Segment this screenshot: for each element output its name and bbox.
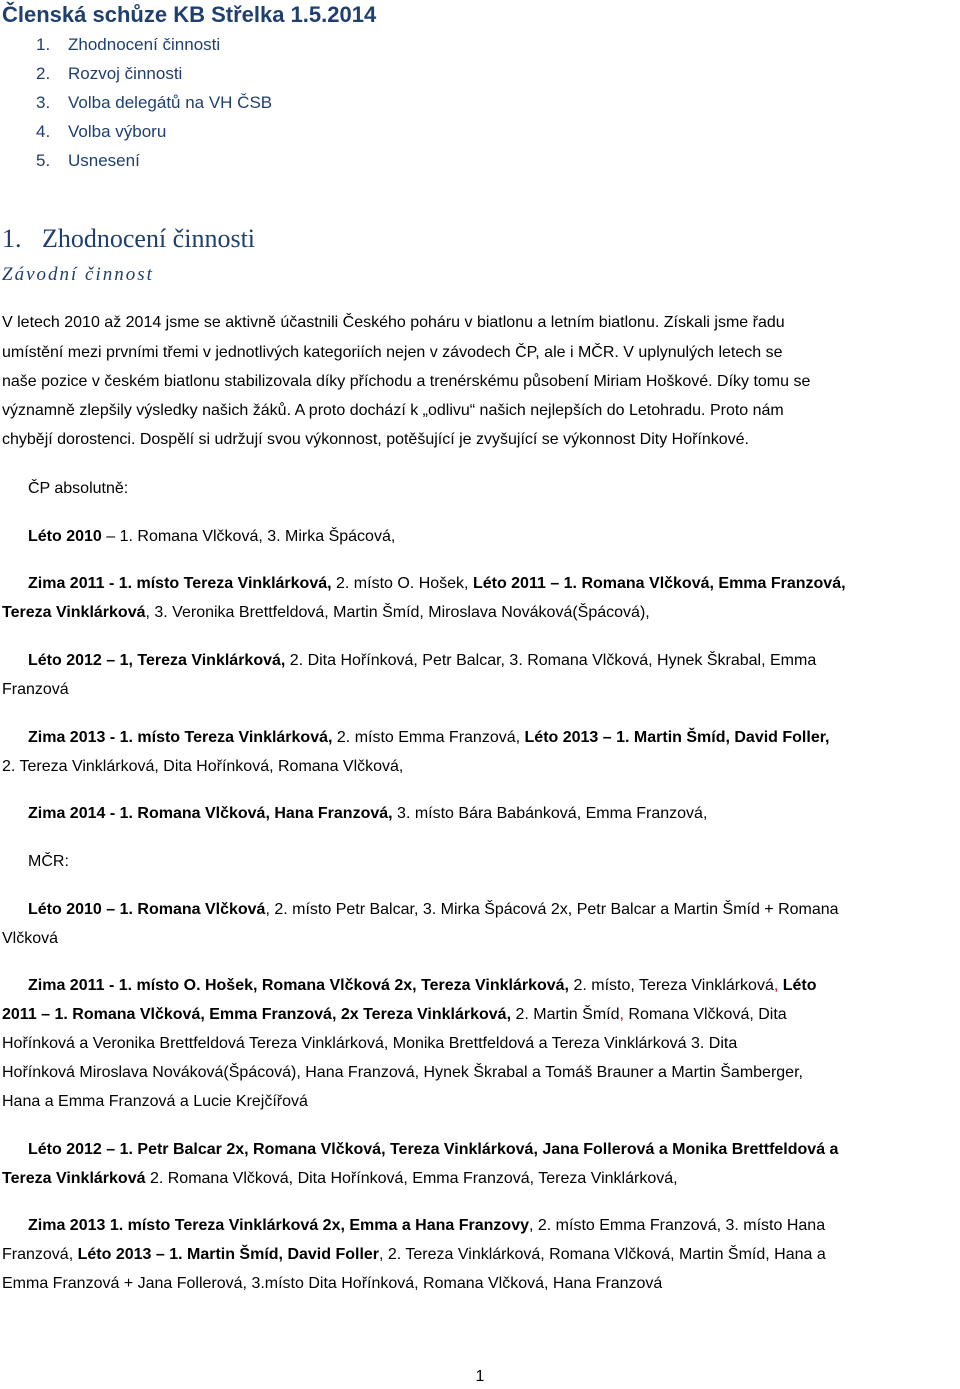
cp-heading: ČP absolutně: — [28, 480, 129, 497]
result-line: Tereza Vinklárková 2. Romana Vlčková, Dita Hořínková, Emma Franzová, Tereza Vinklárková, — [2, 1170, 678, 1187]
paragraph-line: umístění mezi prvními třemi v jednotlivých kategoriích nejen v závodech ČP, ale i MČR. V uplynulých letech se — [2, 344, 783, 361]
result-line: Emma Franzová + Jana Follerová, 3.místo Dita Hořínková, Romana Vlčková, Hana Franzová — [2, 1275, 663, 1292]
result-line: 2. Tereza Vinklárková, Dita Hořínková, Romana Vlčková, — [2, 758, 404, 775]
result-line: 2011 – 1. Romana Vlčková, Emma Franzová, 2x Tereza Vinklárková, 2. Martin Šmíd, Romana Vlčková, Dita — [2, 1006, 787, 1023]
result-line: Zima 2011 - 1. místo O. Hošek, Romana Vlčková 2x, Tereza Vinklárková, 2. místo, Tereza Vinklárková, Léto — [28, 977, 817, 994]
result-line: Léto 2012 – 1, Tereza Vinklárková, 2. Dita Hořínková, Petr Balcar, 3. Romana Vlčková, Hynek Škrabal, Emma — [28, 652, 817, 669]
document-title: Členská schůze KB Střelka 1.5.2014 — [2, 2, 377, 27]
result-line: Hořínková a Veronika Brettfeldová Tereza Vinklárková, Monika Brettfeldová a Tereza Vinklárková 3. Dita — [2, 1035, 738, 1052]
result-line: Zima 2013 1. místo Tereza Vinklárková 2x, Emma a Hana Franzovy, 2. místo Emma Franzová, 3. místo Hana — [28, 1217, 826, 1234]
result-line: Léto 2012 – 1. Petr Balcar 2x, Romana Vlčková, Tereza Vinklárková, Jana Follerová a Monika Brettfeldová a — [28, 1141, 839, 1158]
agenda-item: 1. Zhodnocení činnosti — [36, 35, 221, 54]
paragraph-line: významně zlepšily výsledky našich žáků. A proto dochází k „odlivu“ našich nejlepších do Letohradu. Proto nám — [2, 402, 784, 419]
result-line: Hořínková Miroslava Nováková(Špácová), Hana Franzová, Hynek Škrabal a Tomáš Brauner a Martin Šamberger, — [2, 1064, 803, 1081]
result-line: Zima 2011 - 1. místo Tereza Vinklárková, 2. místo O. Hošek, Léto 2011 – 1. Romana Vlčková, Emma Franzová, — [28, 575, 846, 592]
paragraph-line: V letech 2010 až 2014 jsme se aktivně účastnili Českého poháru v biatlonu a letním biatlonu. Získali jsme řadu — [2, 314, 785, 331]
result-line: Franzová — [2, 681, 69, 698]
section-subheading: Závodní činnost — [2, 264, 154, 285]
agenda-item: 2. Rozvoj činnosti — [36, 64, 183, 83]
result-line: Franzová, Léto 2013 – 1. Martin Šmíd, David Foller, 2. Tereza Vinklárková, Romana Vlčková, Martin Šmíd, Hana a — [2, 1246, 826, 1263]
agenda-item: 4. Volba výboru — [36, 122, 167, 141]
result-line: Tereza Vinklárková, 3. Veronika Brettfeldová, Martin Šmíd, Miroslava Nováková(Špácová), — [2, 604, 650, 621]
result-line: Hana a Emma Franzová a Lucie Krejčířová — [2, 1093, 308, 1110]
mcr-heading: MČR: — [28, 853, 69, 870]
section-heading: 1. Zhodnocení činnosti — [2, 224, 256, 253]
page-number: 1 — [475, 1368, 485, 1385]
paragraph-line: chybějí dorostenci. Dospělí si udržují svou výkonnost, potěšující je zvyšující se výkonnost Dity Hořínkové. — [2, 431, 749, 448]
result-line: Léto 2010 – 1. Romana Vlčková, 2. místo Petr Balcar, 3. Mirka Špácová 2x, Petr Balcar a Martin Šmíd + Romana — [28, 901, 839, 918]
agenda-item: 3. Volba delegátů na VH ČSB — [36, 93, 273, 112]
result-line: Zima 2014 - 1. Romana Vlčková, Hana Franzová, 3. místo Bára Babánková, Emma Franzová, — [28, 805, 708, 822]
result-line: Léto 2010 – 1. Romana Vlčková, 3. Mirka Špácová, — [28, 528, 396, 545]
result-line: Zima 2013 - 1. místo Tereza Vinklárková, 2. místo Emma Franzová, Léto 2013 – 1. Martin Šmíd, David Foller, — [28, 729, 830, 746]
agenda-list — [36, 34, 272, 179]
paragraph-line: naše pozice v českém biatlonu stabilizovala díky příchodu a trenérskému působení Miriam Hoškové. Díky tomu se — [2, 373, 811, 390]
agenda-item: 5. Usnesení — [36, 151, 140, 170]
result-line: Vlčková — [2, 930, 59, 947]
